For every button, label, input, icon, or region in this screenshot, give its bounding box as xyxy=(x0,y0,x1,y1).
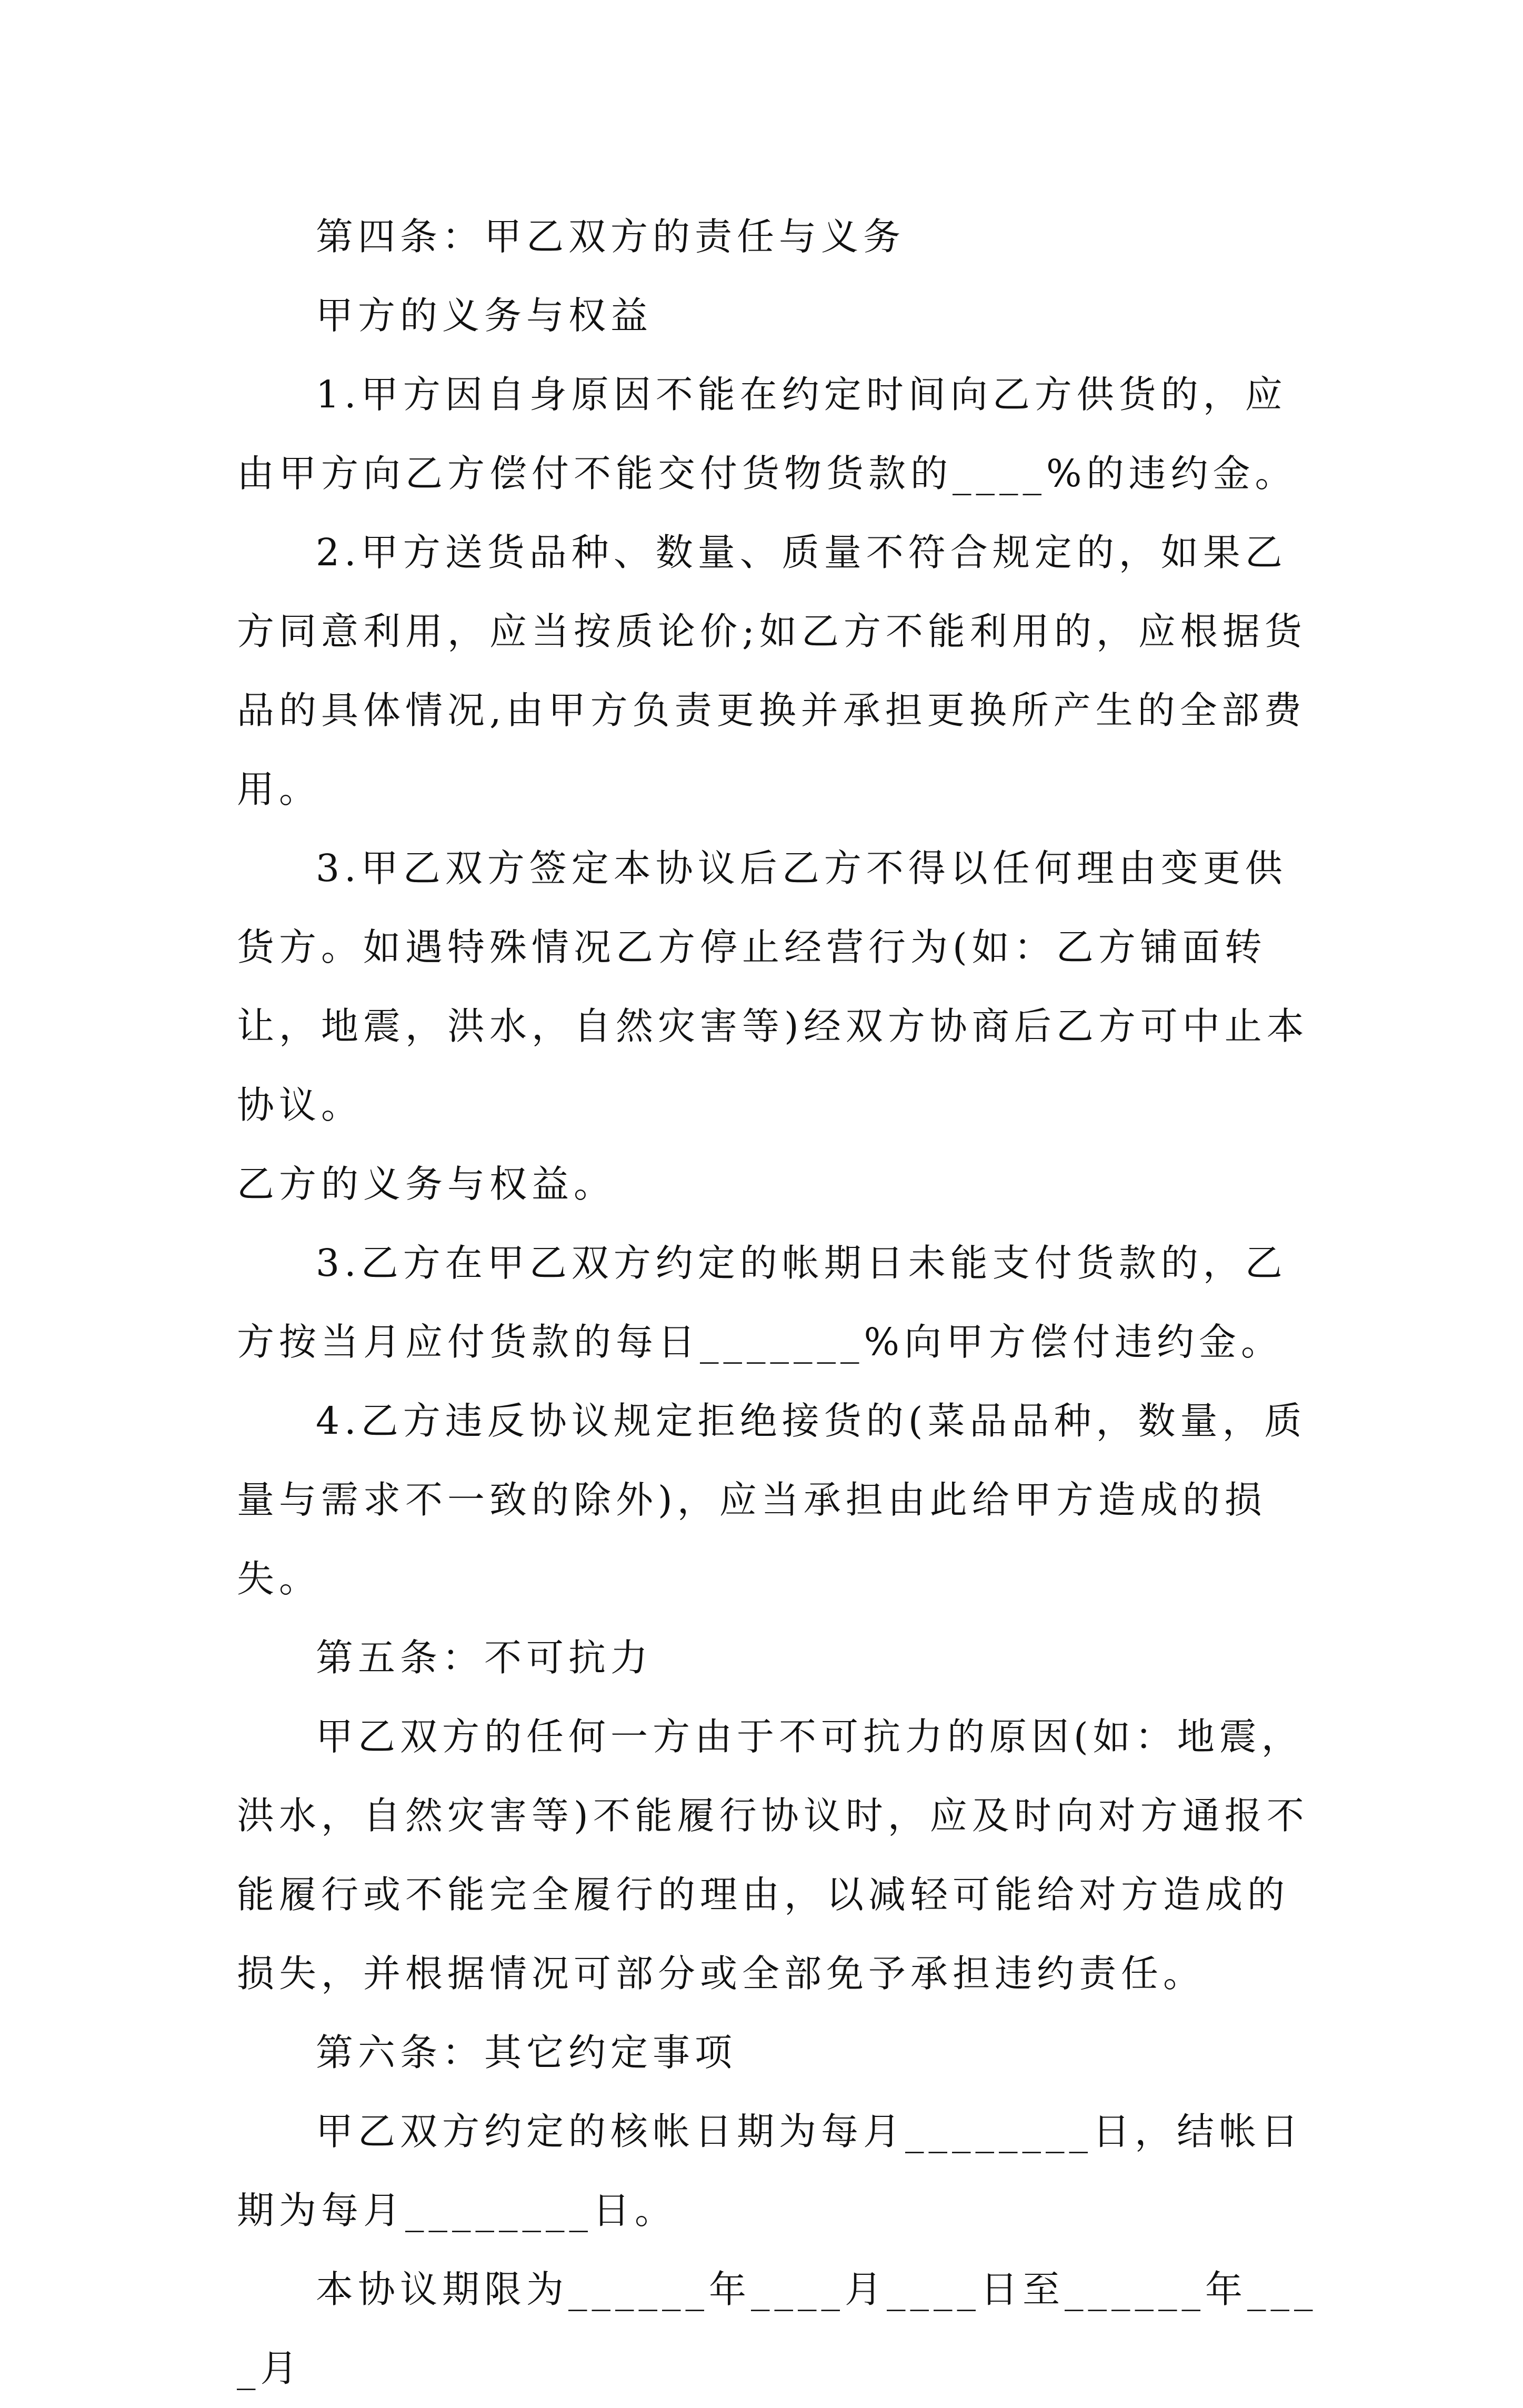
clause-a-3: 3.甲乙双方签定本协议后乙方不得以任何理由变更供货方。如遇特殊情况乙方停止经营行为(如：乙方铺面转让，地震，洪水，自然灾害等)经双方协商后乙方可中止本协议。 xyxy=(237,846,1309,1127)
clause-b-4: 4.乙方违反协议规定拒绝接货的(菜品品种，数量，质量与需求不一致的除外)，应当承担由此给甲方造成的损失。 xyxy=(237,1399,1307,1601)
article-4-heading: 第四条：甲乙双方的责任与义务 xyxy=(316,215,906,258)
force-majeure-text: 甲乙双方的任何一方由于不可抗力的原因(如：地震，洪水，自然灾害等)不能履行协议时，应及时向对方通报不能履行或不能完全履行的理由，以减轻可能给对方造成的损失，并根据情况可部分或全部免予承担违约责任。 xyxy=(237,1715,1309,1995)
party-b-obligations-heading: 乙方的义务与权益。 xyxy=(237,1162,616,1206)
clause-b-3: 3.乙方在甲乙双方约定的帐期日未能支付货款的，乙方按当月应付货款的每日_______%向甲方偿付违约金。 xyxy=(237,1241,1287,1364)
clause-a-2: 2.甲方送货品种、数量、质量不符合规定的，如果乙方同意利用，应当按质论价;如乙方不能利用的，应根据货品的具体情况,由甲方负责更换并承担更换所产生的全部费用。 xyxy=(237,531,1307,811)
clause-a-1: 1.甲方因自身原因不能在约定时间向乙方供货的，应由甲方向乙方偿付不能交付货物货款的____%的违约金。 xyxy=(237,373,1297,495)
reconciliation-dates-text: 甲乙双方约定的核帐日期为每月________日，结帐日期为每月________日。 xyxy=(237,2110,1304,2232)
article-5-heading: 第五条：不可抗力 xyxy=(316,1636,653,1680)
article-6-heading: 第六条：其它约定事项 xyxy=(316,2031,737,2074)
agreement-term-text: 本协议期限为______年____月____日至______年____月 xyxy=(237,2267,1318,2390)
party-a-obligations-heading: 甲方的义务与权益 xyxy=(316,294,653,337)
